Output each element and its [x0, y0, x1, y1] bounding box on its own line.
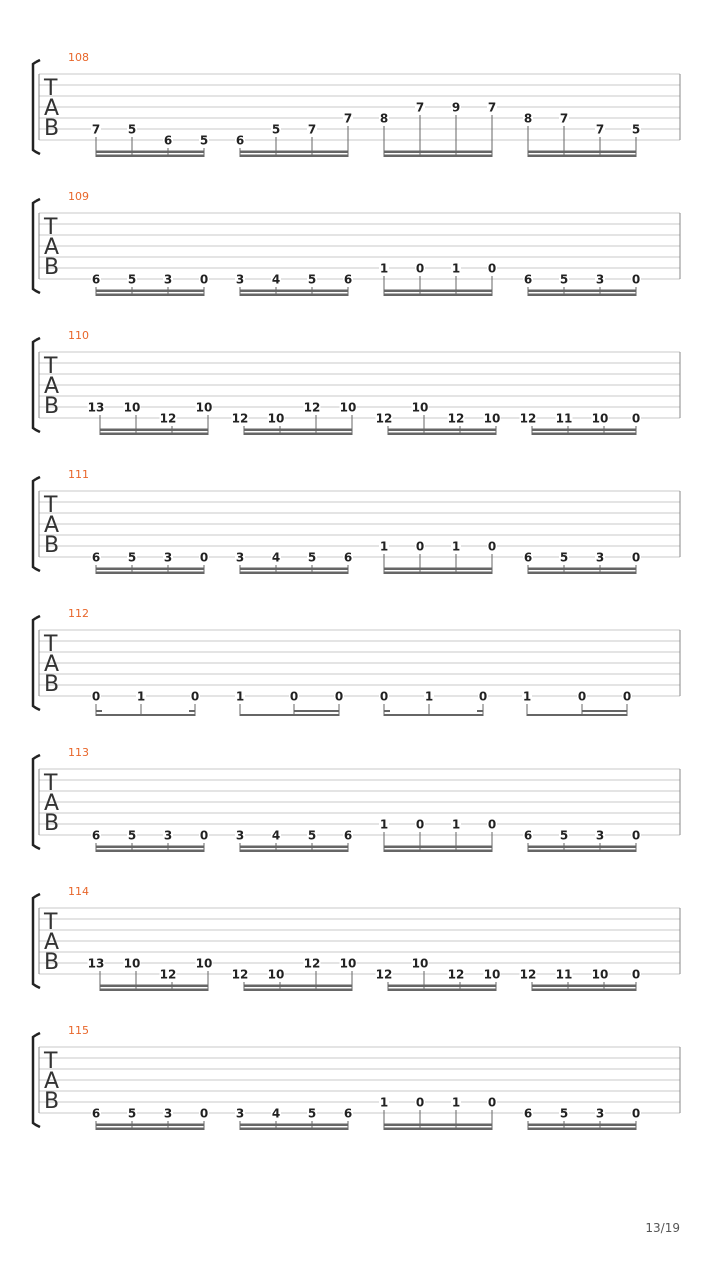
beam: [384, 846, 492, 849]
beam-stub: [477, 710, 483, 712]
fret-number: 6: [343, 828, 353, 843]
fret-number: 3: [235, 550, 245, 565]
fret-number: 1: [379, 539, 389, 554]
fret-number: 0: [487, 817, 497, 832]
fret-number: 5: [559, 550, 569, 565]
fret-number: 0: [631, 1106, 641, 1121]
staff-system-113: [33, 746, 680, 852]
measure-number: 113: [68, 746, 89, 759]
beam: [384, 155, 492, 158]
measure-number: 115: [68, 1024, 89, 1037]
fret-number: 0: [631, 550, 641, 565]
fret-number: 13: [87, 956, 105, 971]
staff-system-108: [33, 51, 680, 157]
staff-system-110: [33, 329, 680, 435]
fret-number: 1: [451, 1095, 461, 1110]
beam: [388, 433, 496, 436]
fret-number: 6: [523, 1106, 533, 1121]
fret-number: 8: [523, 111, 533, 126]
fret-number: 0: [91, 689, 101, 704]
fret-number: 0: [415, 539, 425, 554]
fret-number: 1: [451, 539, 461, 554]
beam: [100, 989, 208, 992]
beam: [384, 151, 492, 154]
fret-number: 5: [127, 272, 137, 287]
fret-number: 4: [271, 1106, 281, 1121]
fret-number: 10: [591, 967, 609, 982]
beam: [384, 850, 492, 853]
tab-clef-b: B: [44, 811, 60, 836]
fret-number: 0: [415, 1095, 425, 1110]
beam: [240, 850, 348, 853]
beam: [100, 433, 208, 436]
fret-number: 8: [379, 111, 389, 126]
measure-number: 109: [68, 190, 89, 203]
fret-number: 12: [447, 411, 465, 426]
fret-number: 10: [267, 411, 285, 426]
fret-number: 5: [271, 122, 281, 137]
tab-clef-a: A: [44, 791, 60, 816]
fret-number: 1: [235, 689, 245, 704]
fret-number: 12: [303, 956, 321, 971]
beam: [100, 985, 208, 988]
fret-number: 5: [199, 133, 209, 148]
beam: [528, 294, 636, 297]
tab-clef-t: T: [44, 1049, 58, 1074]
fret-number: 11: [555, 967, 573, 982]
fret-number: 12: [231, 411, 249, 426]
fret-number: 12: [159, 411, 177, 426]
fret-number: 0: [631, 828, 641, 843]
fret-number: 6: [343, 272, 353, 287]
beam-stub: [189, 710, 195, 712]
fret-number: 3: [595, 550, 605, 565]
fret-number: 10: [591, 411, 609, 426]
fret-number: 1: [522, 689, 532, 704]
beam: [528, 1128, 636, 1131]
fret-number: 1: [379, 261, 389, 276]
beam: [244, 429, 352, 432]
fret-number: 6: [523, 550, 533, 565]
fret-number: 0: [487, 261, 497, 276]
tab-clef-b: B: [44, 950, 60, 975]
fret-number: 10: [195, 956, 213, 971]
fret-number: 9: [451, 100, 461, 115]
tab-clef-b: B: [44, 116, 60, 141]
beam: [240, 155, 348, 158]
fret-number: 3: [163, 1106, 173, 1121]
beam: [384, 290, 492, 293]
fret-number: 0: [379, 689, 389, 704]
fret-number: 5: [559, 828, 569, 843]
fret-number: 5: [127, 122, 137, 137]
fret-number: 6: [343, 550, 353, 565]
beam: [96, 290, 204, 293]
beam: [528, 568, 636, 571]
beam: [384, 1124, 492, 1127]
tab-clef-t: T: [44, 910, 58, 935]
tab-clef-t: T: [44, 215, 58, 240]
beam: [240, 1128, 348, 1131]
fret-number: 6: [523, 272, 533, 287]
fret-number: 7: [415, 100, 425, 115]
tab-clef-b: B: [44, 533, 60, 558]
beam: [528, 151, 636, 154]
fret-number: 12: [519, 967, 537, 982]
beam-stub: [96, 710, 102, 712]
staff-system-111: [33, 468, 680, 574]
beam: [240, 572, 348, 575]
fret-number: 12: [447, 967, 465, 982]
fret-number: 10: [339, 956, 357, 971]
beam: [240, 151, 348, 154]
beam: [244, 989, 352, 992]
fret-number: 0: [487, 1095, 497, 1110]
beam: [384, 572, 492, 575]
beam: [244, 985, 352, 988]
fret-number: 3: [163, 272, 173, 287]
fret-number: 1: [379, 817, 389, 832]
tab-clef-a: A: [44, 374, 60, 399]
measure-number: 110: [68, 329, 89, 342]
fret-number: 5: [127, 828, 137, 843]
measure-number: 114: [68, 885, 89, 898]
fret-number: 12: [231, 967, 249, 982]
beam: [96, 568, 204, 571]
beam: [528, 1124, 636, 1127]
beam: [528, 290, 636, 293]
fret-number: 1: [451, 817, 461, 832]
fret-number: 10: [339, 400, 357, 415]
beam: [96, 572, 204, 575]
fret-number: 0: [631, 411, 641, 426]
beam: [532, 429, 636, 432]
tab-clef-a: A: [44, 96, 60, 121]
fret-number: 4: [271, 272, 281, 287]
fret-number: 3: [235, 1106, 245, 1121]
beam: [240, 294, 348, 297]
beam: [240, 1124, 348, 1127]
fret-number: 0: [199, 272, 209, 287]
beam: [240, 290, 348, 293]
fret-number: 7: [307, 122, 317, 137]
fret-number: 3: [595, 1106, 605, 1121]
fret-number: 10: [483, 967, 501, 982]
fret-number: 10: [411, 956, 429, 971]
fret-number: 1: [424, 689, 434, 704]
fret-number: 5: [559, 1106, 569, 1121]
tab-clef-t: T: [44, 493, 58, 518]
tab-clef-a: A: [44, 652, 60, 677]
fret-number: 5: [559, 272, 569, 287]
fret-number: 6: [235, 133, 245, 148]
fret-number: 0: [199, 550, 209, 565]
tab-clef-a: A: [44, 513, 60, 538]
fret-number: 0: [478, 689, 488, 704]
beam: [388, 989, 496, 992]
tab-clef-b: B: [44, 394, 60, 419]
fret-number: 6: [343, 1106, 353, 1121]
fret-number: 6: [91, 272, 101, 287]
fret-number: 4: [271, 550, 281, 565]
fret-number: 10: [123, 956, 141, 971]
tab-clef-b: B: [44, 255, 60, 280]
tab-clef-a: A: [44, 235, 60, 260]
fret-number: 0: [190, 689, 200, 704]
beam: [582, 710, 627, 712]
fret-number: 5: [631, 122, 641, 137]
tab-clef-t: T: [44, 632, 58, 657]
beam: [532, 433, 636, 436]
beam: [384, 1128, 492, 1131]
fret-number: 3: [235, 828, 245, 843]
fret-number: 0: [577, 689, 587, 704]
fret-number: 0: [334, 689, 344, 704]
fret-number: 1: [136, 689, 146, 704]
fret-number: 5: [307, 272, 317, 287]
fret-number: 6: [91, 828, 101, 843]
tab-clef-a: A: [44, 1069, 60, 1094]
tab-clef-a: A: [44, 930, 60, 955]
beam: [388, 429, 496, 432]
fret-number: 7: [487, 100, 497, 115]
beam: [528, 155, 636, 158]
fret-number: 0: [415, 817, 425, 832]
fret-number: 12: [375, 411, 393, 426]
fret-number: 0: [415, 261, 425, 276]
fret-number: 1: [379, 1095, 389, 1110]
measure-number: 112: [68, 607, 89, 620]
fret-number: 0: [631, 967, 641, 982]
fret-number: 1: [451, 261, 461, 276]
beam: [96, 294, 204, 297]
measure-number: 111: [68, 468, 89, 481]
fret-number: 5: [307, 550, 317, 565]
beam: [527, 714, 627, 716]
fret-number: 0: [622, 689, 632, 704]
fret-number: 10: [123, 400, 141, 415]
fret-number: 3: [595, 828, 605, 843]
beam: [240, 568, 348, 571]
tab-clef-t: T: [44, 76, 58, 101]
fret-number: 6: [523, 828, 533, 843]
tab-clef-t: T: [44, 771, 58, 796]
fret-number: 5: [127, 550, 137, 565]
beam: [528, 850, 636, 853]
fret-number: 12: [303, 400, 321, 415]
beam: [384, 714, 483, 716]
fret-number: 0: [289, 689, 299, 704]
beam: [96, 850, 204, 853]
beam: [384, 568, 492, 571]
beam: [96, 151, 204, 154]
beam: [240, 846, 348, 849]
fret-number: 0: [631, 272, 641, 287]
beam: [532, 985, 636, 988]
tab-clef-b: B: [44, 1089, 60, 1114]
fret-number: 13: [87, 400, 105, 415]
beam: [96, 1124, 204, 1127]
staff-system-112: [33, 607, 680, 716]
beam: [528, 572, 636, 575]
beam: [384, 294, 492, 297]
fret-number: 4: [271, 828, 281, 843]
staff-system-114: [33, 885, 680, 991]
fret-number: 0: [199, 1106, 209, 1121]
fret-number: 7: [559, 111, 569, 126]
fret-number: 7: [343, 111, 353, 126]
fret-number: 12: [375, 967, 393, 982]
measure-number: 108: [68, 51, 89, 64]
fret-number: 10: [267, 967, 285, 982]
beam: [528, 846, 636, 849]
fret-number: 0: [487, 539, 497, 554]
tab-clef-t: T: [44, 354, 58, 379]
beam: [294, 710, 339, 712]
fret-number: 10: [483, 411, 501, 426]
beam: [96, 1128, 204, 1131]
fret-number: 7: [91, 122, 101, 137]
fret-number: 5: [307, 828, 317, 843]
beam: [96, 155, 204, 158]
beam: [100, 429, 208, 432]
beam: [96, 714, 195, 716]
beam-stub: [384, 710, 390, 712]
beam: [240, 714, 339, 716]
beam: [96, 846, 204, 849]
beam: [244, 433, 352, 436]
fret-number: 5: [307, 1106, 317, 1121]
page-number: 13/19: [645, 1221, 680, 1235]
beam: [388, 985, 496, 988]
fret-number: 6: [163, 133, 173, 148]
fret-number: 10: [411, 400, 429, 415]
fret-number: 6: [91, 1106, 101, 1121]
fret-number: 6: [91, 550, 101, 565]
fret-number: 7: [595, 122, 605, 137]
beam: [532, 989, 636, 992]
fret-number: 3: [595, 272, 605, 287]
fret-number: 3: [163, 550, 173, 565]
tab-clef-b: B: [44, 672, 60, 697]
staff-system-109: [33, 190, 680, 296]
fret-number: 0: [199, 828, 209, 843]
fret-number: 3: [163, 828, 173, 843]
fret-number: 3: [235, 272, 245, 287]
fret-number: 12: [519, 411, 537, 426]
fret-number: 5: [127, 1106, 137, 1121]
fret-number: 10: [195, 400, 213, 415]
fret-number: 12: [159, 967, 177, 982]
staff-system-115: [33, 1024, 680, 1130]
fret-number: 11: [555, 411, 573, 426]
